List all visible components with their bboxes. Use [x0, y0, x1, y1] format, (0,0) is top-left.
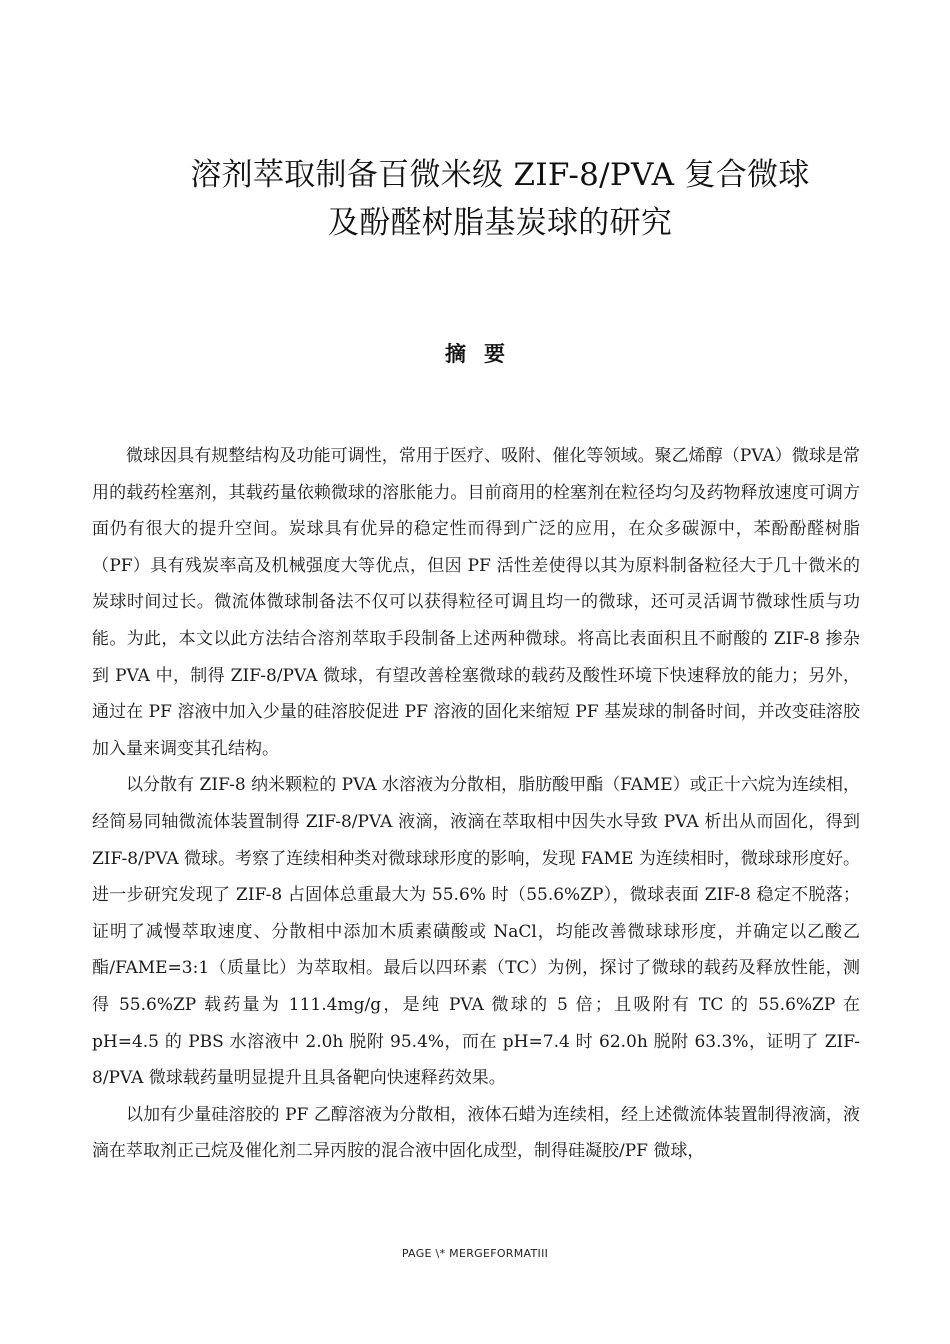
abstract-paragraph-3: 以加有少量硅溶胶的 PF 乙醇溶液为分散相，液体石蜡为连续相，经上述微流体装置制得液滴，液滴在萃取剂正己烷及催化剂二异丙胺的混合液中固化成型，制得硅凝胶/PF 微球， [92, 1104, 860, 1162]
title-line-2: 及酚醛树脂基炭球的研究 [327, 205, 673, 241]
page-footer: PAGE \* MERGEFORMATIII [401, 1247, 549, 1260]
abstract-paragraph-1: 微球因具有规整结构及功能可调性，常用于医疗、吸附、催化等领域。聚乙烯醇（PVA）微球是常用的载药栓塞剂，其载药量依赖微球的溶胀能力。目前商用的栓塞剂在粒径均匀及药物释放速度可调方面仍有很大的提升空间。炭球具有优异的稳定性而得到广泛的应用，在众多碳源中，苯酚酚醛树脂（PF）具有残炭率高及机械强度大等优点，但因 PF 活性差使得以其为原料制备粒径大于几十微米的炭球时间过长。微流体微球制备法不仅可以获得粒径可调且均一的微球，还可灵活调节微球性质与功能。为此，本文以此方法结合溶剂萃取手段制备上述两种微球。将高比表面积且不耐酸的 ZIF-8 掺杂到 PVA 中，制得 ZIF-8/PVA 微球，有望改善栓塞微球的载药及酸性环境下快速释放的能力；另外，通过在 PF 溶液中加入少量的硅溶胶促进 PF 溶液的固化来缩短 PF 基炭球的制备时间，并改变硅溶胶加入量来调变其孔结构。 [92, 446, 860, 759]
abstract-heading: 摘要 [445, 342, 523, 366]
title-line-1: 溶剂萃取制备百微米级 ZIF-8/PVA 复合微球 [190, 157, 810, 193]
abstract-paragraph-2: 以分散有 ZIF-8 纳米颗粒的 PVA 水溶液为分散相，脂肪酸甲酯（FAME）或正十六烷为连续相，经简易同轴微流体装置制得 ZIF-8/PVA 液滴，液滴在萃取相中因失水导致 PVA 析出从而固化，得到 ZIF-8/PVA 微球。考察了连续相种类对微球球形度的影响，发现 FAME 为连续相时，微球球形度好。进一步研究发现了 ZIF-8 占固体总重最大为 55.6% 时（55.6%ZP），微球表面 ZIF-8 稳定不脱落；证明了减慢萃取速度、分散相中添加木质素磺酸或 NaCl，均能改善微球球形度，并确定以乙酸乙酯/FAME=3:1（质量比）为萃取相。最后以四环素（TC）为例，探讨了微球的载药及释放性能，测得 55.6%ZP 载药量为 111.4mg/g，是纯 PVA 微球的 5 倍；且吸附有 TC 的 55.6%ZP 在 pH=4.5 的 PBS 水溶液中 2.0h 脱附 95.4%，而在 pH=7.4 时 62.0h 脱附 63.3%，证明了 ZIF-8/PVA 微球载药量明显提升且具备靶向快速释药效果。 [92, 775, 860, 1089]
abstract-body [92, 438, 860, 1170]
